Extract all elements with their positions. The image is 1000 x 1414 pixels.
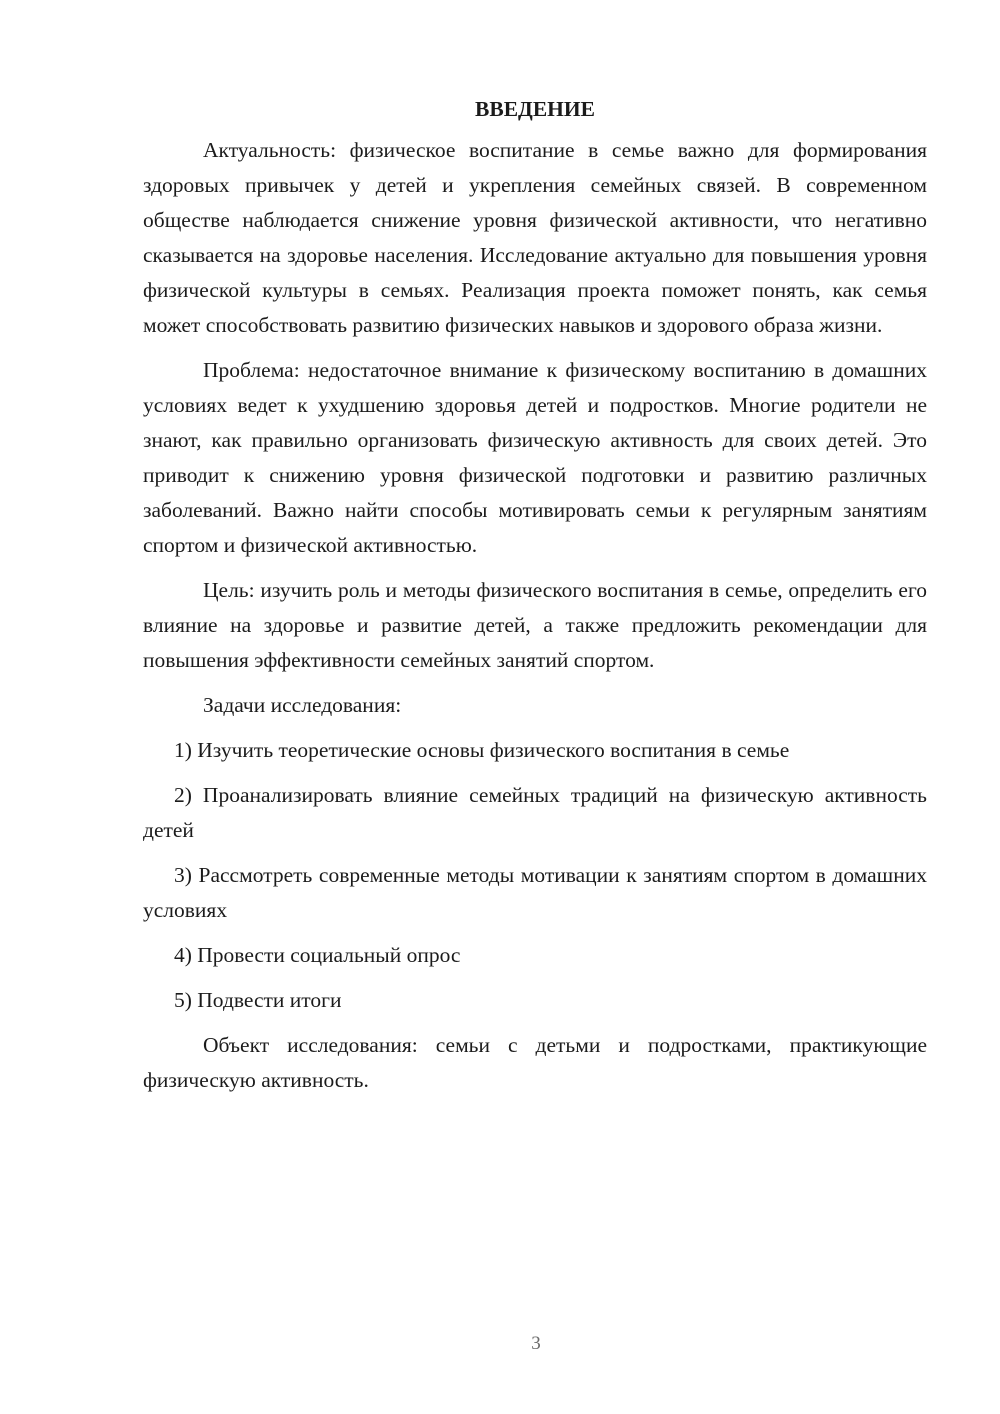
task-item-1: 1) Изучить теоретические основы физического воспитания в семье bbox=[174, 738, 790, 762]
task-item-3: 3) Рассмотреть современные методы мотивации к занятиям спортом в домашних условиях bbox=[143, 863, 927, 922]
section-title: ВВЕДЕНИЕ bbox=[475, 97, 595, 121]
page-content bbox=[143, 92, 927, 1108]
object-paragraph: Объект исследования: семьи с детьми и подростками, практикующие физическую активность. bbox=[143, 1033, 927, 1092]
task-item-2: 2) Проанализировать влияние семейных традиций на физическую активность детей bbox=[143, 783, 927, 842]
page-number: 3 bbox=[531, 1333, 541, 1354]
task-item-4: 4) Провести социальный опрос bbox=[174, 943, 461, 967]
goal-paragraph: Цель: изучить роль и методы физического воспитания в семье, определить его влияние на здоровье и развитие детей, а также предложить рекомендации для повышения эффективности семейных занятий спортом. bbox=[143, 578, 927, 672]
tasks-heading: Задачи исследования: bbox=[203, 693, 402, 717]
problem-paragraph: Проблема: недостаточное внимание к физическому воспитанию в домашних условиях ведет к ухудшению здоровья детей и подростков. Многие родители не знают, как правильно организовать физическую активность для своих детей. Это приводит к снижению уровня физической подготовки и развитию различных заболеваний. Важно найти способы мотивировать семьи к регулярным занятиям спортом и физической активностью. bbox=[143, 358, 927, 557]
relevance-paragraph: Актуальность: физическое воспитание в семье важно для формирования здоровых привычек у детей и укрепления семейных связей. В современном обществе наблюдается снижение уровня физической активности, что негативно сказывается на здоровье населения. Исследование актуально для повышения уровня физической культуры в семьях. Реализация проекта поможет понять, как семья может способствовать развитию физических навыков и здорового образа жизни. bbox=[143, 138, 927, 337]
task-item-5: 5) Подвести итоги bbox=[174, 988, 342, 1012]
